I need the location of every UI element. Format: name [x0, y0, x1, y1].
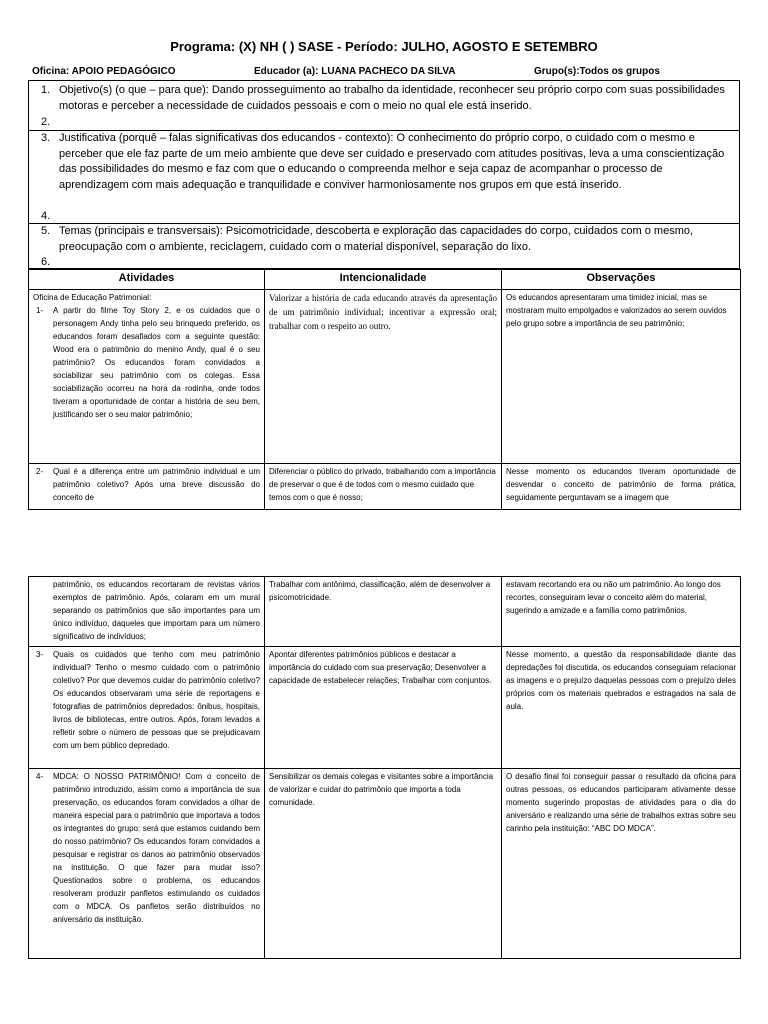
table-row: Oficina de Educação Patrimonial: 1- A partir do filme Toy Story 2, e os cuidados que o personagem Andy tinha pelo seu brinquedo preferido, os educandos foram desafiados com a seguinte questão: Wood era o patrimônio do menino Andy, qual é o seu patrimônio? Os educandos foram convidados a sociabilizar seu patrimônio com os colegas. Essa sociabilização ocorreu na hora da rodinha, onde todos tiveram a oportunidade de contar a história de seu bem, justificando ser o seu maior patrimônio; Valorizar a história de cada educando através da apresentação de um patrimônio individual; incentivar a expressão oral; trabalhar com o respeito ao outro. Os educandos apresentaram uma timidez inicial, mas se mostraram muito empolgados e valorizados ao serem ouvidos pelo grupo sobre a importância de seu patrimônio;	[29, 290, 741, 464]
oficina-label: Oficina: APOIO PEDAGÓGICO	[32, 66, 176, 77]
header-info	[28, 66, 740, 80]
observacoes-1: Os educandos apresentaram uma timidez inicial, mas se mostraram muito empolgados e valorizados ao serem ouvidos pelo grupo sobre a importância de seu patrimônio;	[502, 290, 741, 464]
atividade-2a: Qual é a diferença entre um patrimônio individual e um patrimônio coletivo? Após uma breve discussão do conceito de	[53, 467, 260, 502]
activities-table-part1	[28, 269, 741, 510]
observacoes-3: Nesse momento, a questão da responsabilidade diante das depredações foi discutida, os educandos conseguiam relacionar as imagens e o prejuízo daquelas pessoas com o prejuízo deles próprios com os materiais quebrados e estragados na sala de aula.	[502, 647, 741, 769]
col-header-intencionalidade: Intencionalidade	[265, 270, 502, 290]
item-objetivos: 1. Objetivo(s) (o que – para que): Dando prosseguimento ao trabalho da identidade, reconhecer seu próprio corpo com suas possibilidades motoras e perceber a necessidade de cuidados pessoais e com o meio no qual ele está inserido.	[41, 84, 725, 112]
observacoes-2a: Nesse momento os educandos tiveram oportunidade de desvendar o conceito de patrimônio de forma prática, seguidamente perguntavam se a imagem que	[502, 464, 741, 510]
intencionalidade-4: Sensibilizar os demais colegas e visitantes sobre a importância de valorizar e cuidar do patrimônio que importa a toda comunidade.	[265, 769, 502, 959]
item-justificativa: 3. Justificativa (porquê – falas significativas dos educandos - contexto): O conhecimento do próprio corpo, o cuidado com o mesmo e perceber que ele faz parte de um meio ambiente que deve ser cuidado e preservado com atitudes positivas, leva a uma conscientização das possibilidades do mesmo e faz com que o educando o compreenda melhor e seja capaz de acompanhar o processo de aprendizagem com mais adequação e tranquilidade e conviver harmoniosamente nos grupos em que está inserido.	[41, 132, 725, 191]
table-row: 3- Quais os cuidados que tenho com meu patrimônio individual? Tenho o mesmo cuidado com o patrimônio coletivo? Por que devemos cuidar do patrimônio coletivo? Os educandos observaram uma série de reportagens e fotografias de patrimônios depredados: ônibus, hospitais, livros de bibliotecas, entre outros. Após, foram levados a refletir sobre o número de pessoas que se prejudicavam com um bem público depredado. Apontar diferentes patrimônios públicos e destacar a importância do cuidado com sua preservação; Desenvolver a capacidade de estabelecer relações; Trabalhar com conjuntos. Nesse momento, a questão da responsabilidade diante das depredações foi discutida, os educandos conseguiam relacionar as imagens e o prejuízo daquelas pessoas com o prejuízo deles próprios com os materiais quebrados e estragados na sala de aula.	[29, 647, 741, 769]
page-title: Programa: (X) NH ( ) SASE - Período: JULHO, AGOSTO E SETEMBRO	[170, 39, 598, 54]
intencionalidade-2: Diferenciar o público do privado, trabalhando com a importância de preservar o que é de todos com o mesmo cuidado que temos com o que é nosso;	[265, 464, 502, 510]
table-row	[29, 577, 741, 647]
atividade-3: Quais os cuidados que tenho com meu patrimônio individual? Tenho o mesmo cuidado com o patrimônio coletivo? Por que devemos cuidar do patrimônio coletivo? Os educandos observaram uma série de reportagens e fotografias de patrimônios depredados: ônibus, hospitais, livros de bibliotecas, entre outros. Após, foram levados a refletir sobre o número de pessoas que se prejudicavam com um bem público depredado.	[53, 650, 260, 750]
table-row: 4- MDCA: O NOSSO PATRIMÔNIO! Com o conceito de patrimônio introduzido, assim como a importância de sua preservação, os educandos foram convidados a olhar de maneira especial para o patrimônio que importava a todos os integrantes do grupo: será que estamos cuidando bem do nosso patrimônio? Os educandos foram convidados a pesquisar e registrar os danos ao patrimônio observados na instituição. O que fazer para mudar isso? Questionados sobre o problema, os educandos resolveram produzir panfletos estimulando os cuidados com o MDCA. Os panfletos serão distribuídos no aniversário da instituição. Sensibilizar os demais colegas e visitantes sobre a importância de valorizar e cuidar do patrimônio que importa a toda comunidade. O desafio final foi conseguir passar o resultado da oficina para outras pessoas, os educandos participaram ativamente desse momento sugerindo propostas de atividades para o dia do aniversário e realizando uma série de trabalhos extras sobre seu carinho pela instituição: “ABC DO MDCA”.	[29, 769, 741, 959]
educador-label: Educador (a): LUANA PACHECO DA SILVA	[254, 66, 456, 77]
intencionalidade-1: Valorizar a história de cada educando através da apresentação de um patrimônio individual; incentivar a expressão oral; trabalhar com o respeito ao outro.	[265, 290, 502, 464]
atividade-4: MDCA: O NOSSO PATRIMÔNIO! Com o conceito de patrimônio introduzido, assim como a importância de sua preservação, os educandos foram convidados a olhar de maneira especial para o patrimônio que importava a todos os integrantes do grupo: será que estamos cuidando bem do nosso patrimônio? Os educandos foram convidados a pesquisar e registrar os danos ao patrimônio observados na instituição. O que fazer para mudar isso? Questionados sobre o problema, os educandos resolveram produzir panfletos estimulando os cuidados com o MDCA. Os panfletos serão distribuídos no aniversário da instituição.	[53, 772, 260, 924]
section-label: Oficina de Educação Patrimonial:	[33, 293, 152, 302]
intencionalidade-2b: Trabalhar com antônimo, classificação, além de desenvolver a psicomotricidade.	[265, 577, 502, 647]
col-header-observacoes: Observações	[502, 270, 741, 290]
atividade-2b: patrimônio, os educandos recortaram de revistas vários exemplos de patrimônio. Após, colaram em um mural separando os patrimônios que são importantes para um único indivíduo, daqueles que importam para um número significativo de indivíduos;	[53, 580, 260, 641]
activities-table-part2	[28, 576, 741, 959]
plan-box: 1. Objetivo(s) (o que – para que): Dando prosseguimento ao trabalho da identidade, reconhecer seu próprio corpo com suas possibilidades motoras e perceber a necessidade de cuidados pessoais e com o meio no qual ele está inserido. 2. 3. Justificativa (porquê – falas significativas dos educandos - contexto): O conhecimento do próprio corpo, o cuidado com o mesmo e perceber que ele faz parte de um meio ambiente que deve ser cuidado e preservado com atitudes positivas, leva a uma conscientização das possibilidades do mesmo e faz com que o educando o compreenda melhor e seja capaz de acompanhar o processo de aprendizagem com mais adequação e tranquilidade e conviver harmoniosamente nos grupos em que está inserido. 4. 5. Temas (principais e transversais): Psicomotricidade, descoberta e exploração das capacidades do corpo, cuidados com o mesmo, preocupação com o ambiente, reciclagem, cuidado com o material disponível, separação do lixo. 6.	[28, 80, 740, 269]
intencionalidade-3: Apontar diferentes patrimônios públicos e destacar a importância do cuidado com sua preservação; Desenvolver a capacidade de estabelecer relações; Trabalhar com conjuntos.	[265, 647, 502, 769]
table-row: 2- Qual é a diferença entre um patrimônio individual e um patrimônio coletivo? Após uma breve discussão do conceito de Diferenciar o público do privado, trabalhando com a importância de preservar o que é de todos com o mesmo cuidado que temos com o que é nosso; Nesse momento os educandos tiveram oportunidade de desvendar o conceito de patrimônio de forma prática, seguidamente perguntavam se a imagem que	[29, 464, 741, 510]
observacoes-2b: estavam recortando era ou não um patrimônio. Ao longo dos recortes, conseguiram levar o conceito além do material, sugerindo a amizade e a família como patrimônios.	[502, 577, 741, 647]
grupos-label: Grupo(s):Todos os grupos	[534, 66, 660, 77]
observacoes-4: O desafio final foi conseguir passar o resultado da oficina para outras pessoas, os educandos participaram ativamente desse momento sugerindo propostas de atividades para o dia do aniversário e realizando uma série de trabalhos extras sobre seu carinho pela instituição: “ABC DO MDCA”.	[502, 769, 741, 959]
atividade-1: A partir do filme Toy Story 2, e os cuidados que o personagem Andy tinha pelo seu brinquedo preferido, os educandos foram desafiados com a seguinte questão: Wood era o patrimônio do menino Andy, qual é o seu patrimônio? Os educandos foram convidados a sociabilizar seu patrimônio com os colegas. Essa sociabilização ocorreu na hora da rodinha, onde todos tiveram a oportunidade de contar a história de seu bem, justificando ser o seu maior patrimônio;	[53, 306, 260, 419]
col-header-atividades: Atividades	[29, 270, 265, 290]
item-temas: 5. Temas (principais e transversais): Psicomotricidade, descoberta e exploração das capacidades do corpo, cuidados com o mesmo, preocupação com o ambiente, reciclagem, cuidado com o material disponível, separação do lixo.	[41, 225, 694, 253]
